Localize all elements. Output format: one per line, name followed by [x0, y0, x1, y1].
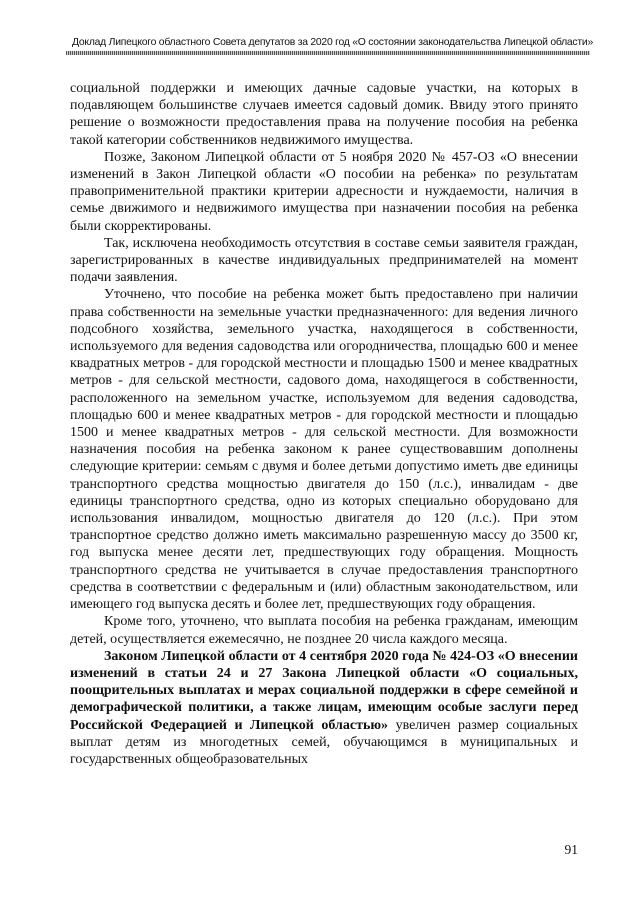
paragraph-continuation: социальной поддержки и имеющих дачные садовые участки, на которых в подавляющем большинстве случаев имеется садовый домик. Ввиду этого принято решение о возможности предоставления права на получение пособия на ребенка такой категории собственников недвижимого имущества.	[70, 81, 578, 148]
law-424-text: увеличен размер социальных выплат детям из многодетных семей, обучающимся в муниципальных и государственных общеобразовательных	[70, 717, 578, 767]
page-number: 91	[564, 842, 578, 857]
paragraph-entrepreneurs: Так, исключена необходимость отсутствия в составе семьи заявителя граждан, зарегистрированных в качестве индивидуальных предпринимателей на момент подачи заявления.	[70, 235, 578, 286]
paragraph-law-457: Позже, Законом Липецкой области от 5 ноября 2020 № 457-ОЗ «О внесении изменений в Закон Липецкой области «О пособии на ребенка» по результатам правоприменительной практики критерии адресности и нуждаемости, наличия в семье движимого и недвижимого имущества при назначении пособия на ребенка были скорректированы.	[70, 149, 578, 234]
header-divider	[66, 51, 590, 55]
running-header: Доклад Липецкого областного Совета депутатов за 2020 год «О состоянии законодательства Липецкой области»	[72, 37, 593, 48]
paragraph-payment-schedule: Кроме того, уточнено, что выплата пособия на ребенка гражданам, имеющим детей, осуществляется ежемесячно, не позднее 20 числа каждого месяца.	[70, 614, 578, 647]
paragraph-land-and-vehicles: Уточнено, что пособие на ребенка может быть предоставлено при наличии права собственности на земельные участки предназначенного: для ведения личного подсобного хозяйства, земельного участка, находящегося в собственности, используемого для ведения садоводства или огородничества, площадью 600 и менее квадратных метров - для городской местности и площадью 1500 и менее квадратных метров - для сельской местности, садового дома, находящегося в собственности, расположенного на земельном участке, используемом для ведения садоводства, площадью 600 и менее квадратных метров - для городской местности и площадью 1500 и менее квадратных метров - для сельской местности. Для возможности назначения пособия на ребенка законом к ранее существовавшим дополнены следующие критерии: семьям с двумя и более детьми допустимо иметь две единицы транспортного средства мощностью двигателя до 150 (л.с.), инвалидам - две единицы транспортного средства, одно из которых специально оборудовано для использования инвалидом, мощностью двигателя до 120 (л.с.). При этом транспортное средство должно иметь максимально разрешенную массу до 3500 кг, год выпуска менее десяти лет, предшествующих году обращения. Мощность транспортного средства не учитывается в случае предоставления транспортного средства в соответствии с федеральным и (или) областным законодательством, или имеющего год выпуска десять и более лет, предшествующих году обращения.	[70, 287, 578, 613]
paragraph-law-424	[70, 648, 578, 768]
body-text	[70, 80, 578, 768]
law-424-title: Законом Липецкой области от 4 сентября 2020 года № 424-ОЗ «О внесении изменений в статьи 24 и 27 Закона Липецкой области «О социальных, поощрительных выплатах и мерах социальной поддержки в сфере семейной и демографической политики, а также лицам, имеющим особые заслуги перед Российской Федерацией и Липецкой областью»	[70, 648, 578, 733]
